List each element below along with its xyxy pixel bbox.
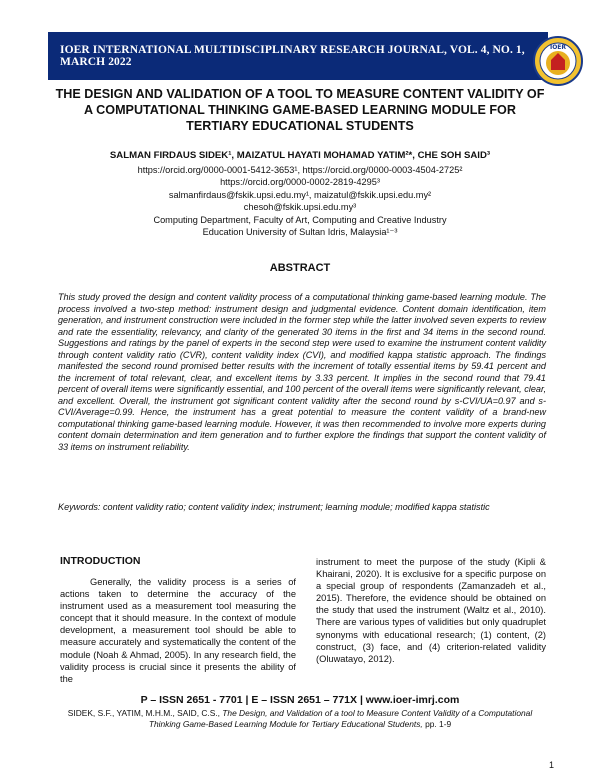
orcid-line-2: https://orcid.org/0000-0002-2819-4295³ [220,177,380,187]
email-line-1: salmanfirdaus@fskik.upsi.edu.my¹, maizatul@fskik.upsi.edu.my² [168,189,432,200]
introduction-heading: INTRODUCTION [60,555,141,567]
email-line-2: chesoh@fskik.upsi.edu.my³ [243,202,357,212]
citation-authors: SIDEK, S.F., YATIM, M.H.M., SAID, C.S., [67,708,220,718]
journal-banner [48,32,548,80]
intro-left-column: Generally, the validity process is a series of actions taken to determine the accuracy of the instrument used as a measurement tool measuring the concept that it should measure. In the context of module development, a measurement tool should be able to measure accurately and systematically the content of the module (Noah & Ahmad, 2005). In any research field, the validity process is crucial since it presents the ability of the [60,577,296,684]
citation-pages: pp. 1-9 [425,719,452,729]
affiliation-line-1: Computing Department, Faculty of Art, Computing and Creative Industry [153,214,447,225]
citation-footer [60,708,540,730]
page-number: 1 [549,760,555,770]
ioer-seal-logo [533,36,583,86]
orcid-line-1: https://orcid.org/0000-0001-5412-3653¹, https://orcid.org/0000-0003-4504-2725² [137,164,463,175]
issn-footer: P – ISSN 2651 - 7701 | E – ISSN 2651 – 771X | www.ioer-imrj.com [140,694,460,706]
affiliation-line-2: Education University of Sultan Idris, Malaysia¹⁻³ [202,227,398,237]
citation-title: The Design, and Validation of a tool to Measure Content Validity of a Computational Thinking Game-Based Learning Module for Tertiary Educational Students, [148,708,533,729]
author-block [40,150,560,239]
abstract-text: This study proved the design and content validity process of a computational thinking game-based learning module. The process involved a two-step method: instrument design and judgmental evidence. Content domain identification, item generation, and instrument construction were included in the former step while the latter involved seven experts to review and rate the essentiality, relevancy, and clarity of the generated 30 items in the first and 34 items in the second round. Suggestions and ratings by the panel of experts in the second step were used to examine the instrument content validity through content validity ratio (CVR), content validity index (CVI), and modified kappa statistic approach. The findings manifested the second round promised better results with the increment of totally essential items by 59.41 percent and the increment of total relevant, clear, and excellent items by 3.33 percent. It implies in the second round that 79.41 percent of overall items were significantly essential, and 100 percent of the overall items were significantly relevant, clear, and excellent. Overall, the instrument got significant content validity after the second round by s-CVI/UA=0.97 and s-CVI/Average=0.99. Hence, the instrument has a great potential to measure the content validity of a brand-new computational thinking game-based learning module. However, it was then recommended to involve more experts during content domain determination and item generation and to further explore the findings that support the content validity of 33 items on instrument reliability. [58,292,546,452]
intro-right-column: instrument to meet the purpose of the study (Kipli & Khairani, 2020). It is exclusive for a specific purpose on a special group of respondents (Zamanzadeh et al., 2015). Therefore, the evidence should be obtained on the study that used the instrument (Waltz et al., 2010). There are various types of validities but only quadruplet synonyms with educational research; (1) content, (2) construct, (3) face, and (4) criterion-related validity (Oluwatayo, 2012). [316,557,546,664]
keywords: Keywords: content validity ratio; content validity index; instrument; learning module; modified kappa statistic [58,502,490,512]
author-names: SALMAN FIRDAUS SIDEK¹, MAIZATUL HAYATI MOHAMAD YATIM²*, CHE SOH SAID³ [109,150,491,161]
paper-title: THE DESIGN AND VALIDATION OF A TOOL TO MEASURE CONTENT VALIDITY OF A COMPUTATIONAL THINKING GAME-BASED LEARNING MODULE FOR TERTIARY EDUCATIONAL STUDENTS [55,87,545,133]
abstract-heading: ABSTRACT [269,262,331,274]
seal-text: IOER [549,44,567,51]
journal-header-text: IOER INTERNATIONAL MULTIDISCIPLINARY RESEARCH JOURNAL, VOL. 4, NO. 1, MARCH 2022 [60,44,525,68]
